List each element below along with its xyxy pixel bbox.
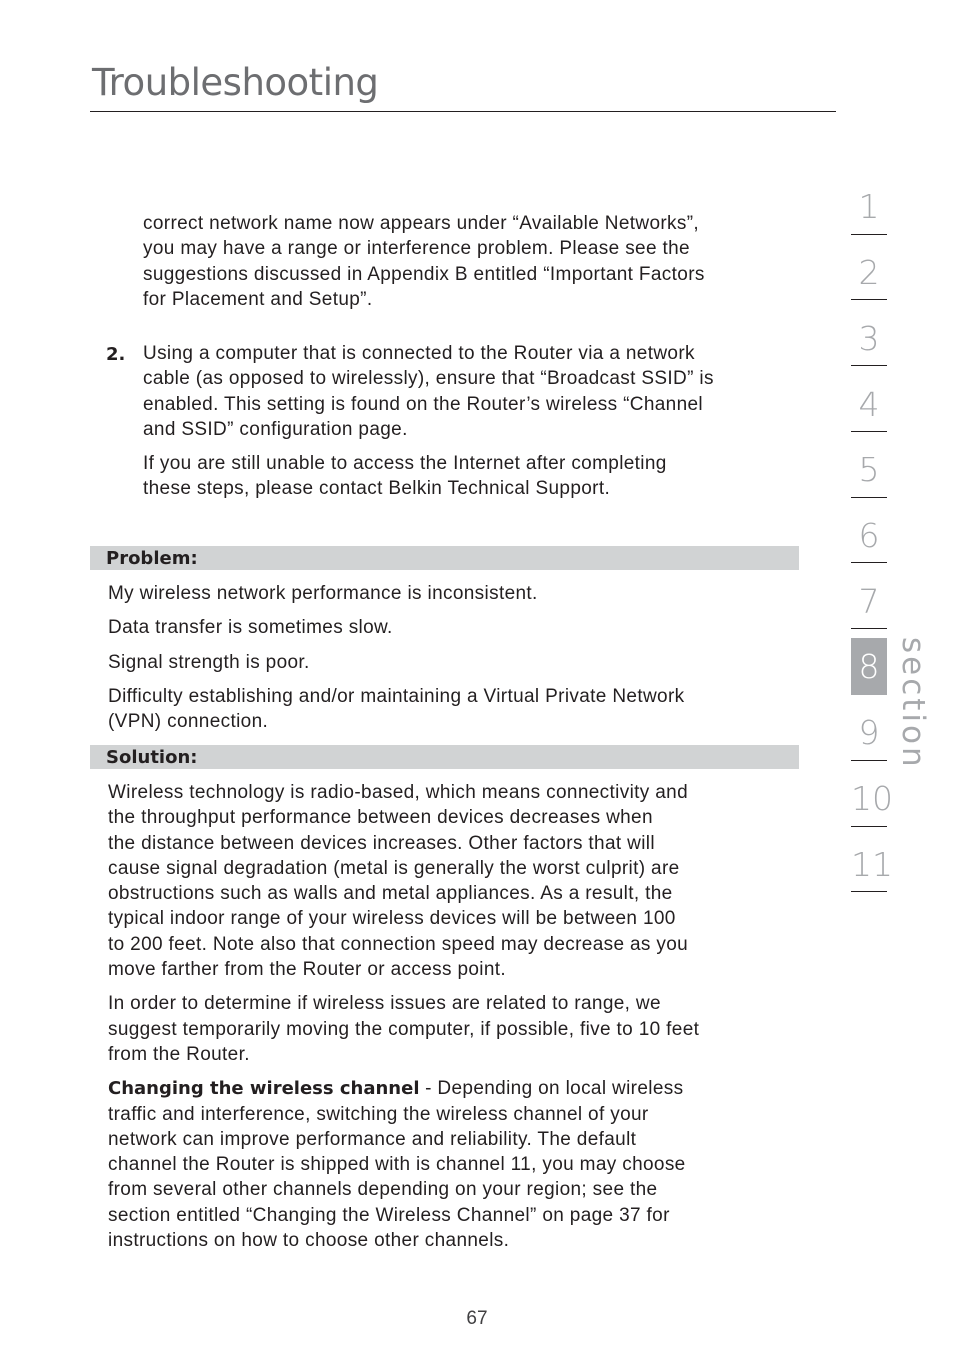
step-2-followup [143,451,714,502]
section-tab-5[interactable]: 5 [858,450,880,489]
page-number: 67 [466,1308,488,1329]
text-line: Using a computer that is connected to the Router via a network [143,343,695,364]
problem-item: Signal strength is poor. [108,651,310,673]
section-tab-divider [851,826,887,827]
section-tab-6[interactable]: 6 [858,516,880,555]
step-number: 2. [106,344,126,365]
section-tab-9[interactable]: 9 [858,713,880,752]
problem-heading-bar [90,546,799,570]
text-line: suggestions discussed in Appendix B entitled “Important Factors [143,263,705,285]
section-tab-11[interactable]: 11 [851,845,893,884]
section-tab-2[interactable]: 2 [858,253,880,292]
solution-body [108,780,699,1253]
section-tab-4[interactable]: 4 [858,385,880,424]
section-tab-10[interactable]: 10 [851,779,893,818]
section-word-label: section [895,637,931,770]
section-tab-divider [851,299,887,300]
text-line: cable (as opposed to wirelessly), ensure that “Broadcast SSID” is [143,368,714,390]
section-tab-divider [851,497,887,498]
section-tab-divider [851,234,887,235]
section-tab-1[interactable]: 1 [858,187,880,226]
solution-label: Solution: [106,747,198,768]
step-2-text [143,341,714,502]
problem-list [108,581,684,734]
problem-item: Difficulty establishing and/or maintaining a Virtual Private Network (VPN) connection. [108,685,685,733]
changing-channel-heading: Changing the wireless channel [108,1078,420,1100]
solution-paragraph-3: Changing the wireless channel - Depending on local wireless traffic and interference, switching the wireless channel of your network can improve performance and reliability. The default channel the Router is shipped with is channel 11, you may choose from several other channels depending on your region; see the section entitled “Changing the Wireless Channel” on page 37 for instructions on how to choose other channels. [108,1078,686,1252]
text-line: If you are still unable to access the Internet after completing [143,453,667,475]
continuation-paragraph [143,211,705,312]
section-tab-7[interactable]: 7 [858,582,880,621]
text-line: enabled. This setting is found on the Router’s wireless “Channel [143,393,703,415]
text-line: you may have a range or interference problem. Please see the [143,238,690,260]
section-tab-divider [851,891,887,892]
page-title: Troubleshooting [92,61,379,104]
section-tab-divider [851,628,887,629]
solution-heading-bar [90,745,799,769]
title-divider [90,111,836,112]
text-line: for Placement and Setup”. [143,288,373,310]
problem-item: Data transfer is sometimes slow. [108,617,393,639]
section-tab-3[interactable]: 3 [858,319,880,358]
section-tab-8[interactable]: 8 [858,647,880,686]
problem-label: Problem: [106,548,198,569]
section-tab-divider [851,431,887,432]
problem-item: My wireless network performance is inconsistent. [108,583,538,604]
section-tab-divider [851,760,887,761]
section-tab-divider [851,365,887,366]
solution-paragraph-2: In order to determine if wireless issues are related to range, we suggest temporarily moving the computer, if possible, five to 10 feet from the Router. [108,993,700,1065]
section-tab-divider [851,562,887,563]
text-line: these steps, please contact Belkin Technical Support. [143,478,611,500]
text-line: and SSID” configuration page. [143,418,408,440]
solution-paragraph-1: Wireless technology is radio-based, which means connectivity and the throughput performance between devices decreases when the distance between devices increases. Other factors that will cause signal degradation (metal is generally the worst culprit) are obstructions such as walls and metal appliances. As a result, the typical indoor range of your wireless devices will be between 100 to 200 feet. Note also that connection speed may decrease as you move farther from the Router or access point. [108,782,689,981]
text-line: correct network name now appears under “Available Networks”, [143,213,700,234]
